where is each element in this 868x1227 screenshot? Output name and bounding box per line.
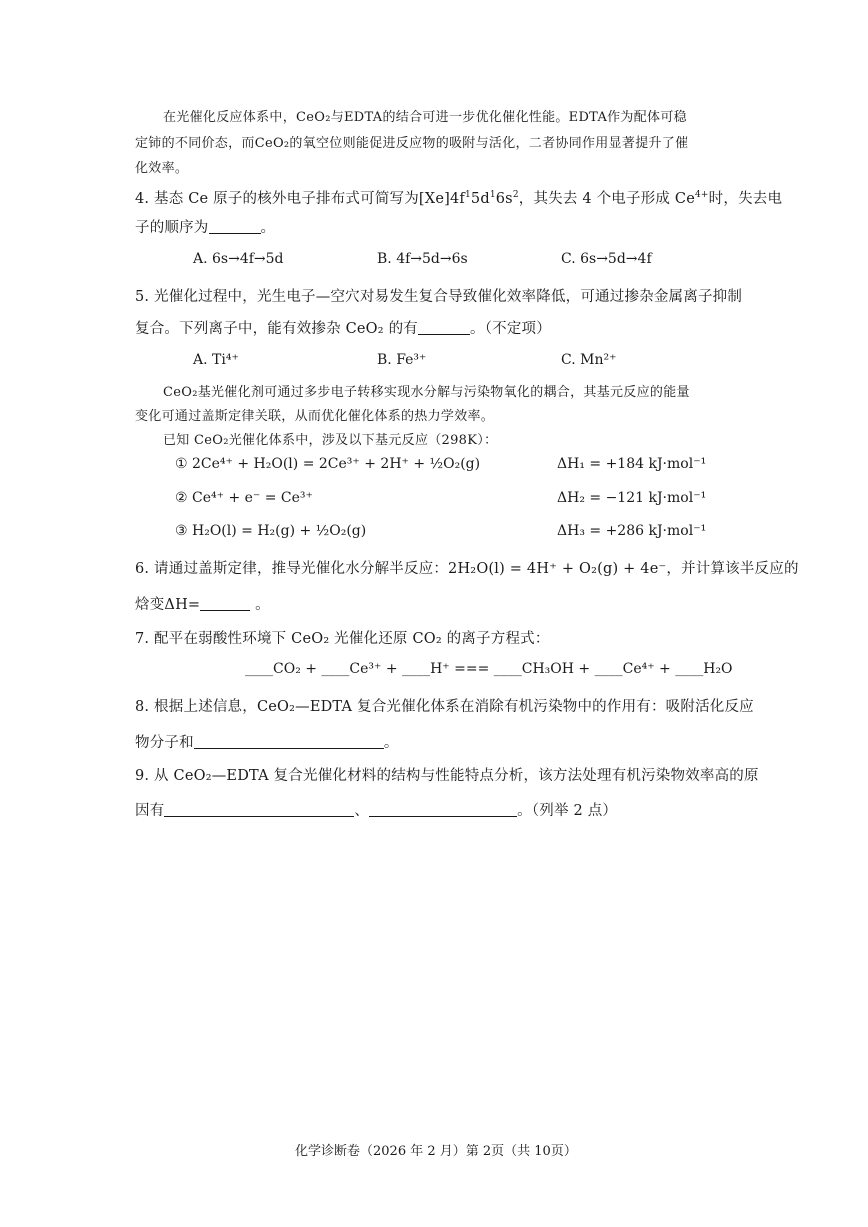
question-4-line-1: 4. 基态 Ce 原子的核外电子排布式可简写为$[Xe]4f^15d^16s^2$，其失去 4 个电子形成 $Ce^{4+}$时，失去电 [135,190,783,207]
question-5-line-2: 复合。下列离子中，能有效掺杂 CeO₂ 的有 。（不定项） [135,321,551,337]
question-8-line-1: 8. 根据上述信息，CeO₂—EDTA 复合光催化体系在消除有机污染物中的作用有：吸附活化反应 [135,699,754,715]
question-6-line-2: 焓变ΔH= 。 [135,597,270,613]
question-9-line-2: 因有 、 。（列举 2 点） [135,803,618,819]
question-5-line-1: 5. 光催化过程中，光生电子—空穴对易发生复合导致催化效率降低，可通过掺杂金属离子抑制 [135,289,743,305]
intro2-line-2: 变化可通过盖斯定律关联，从而优化催化体系的热力学效率。 [135,409,495,424]
intro2-line-1: CeO₂基光催化剂可通过多步电子转移实现水分解与污染物氧化的耦合，其基元反应的能量 [163,385,690,400]
question-9-line-1: 9. 从 CeO₂—EDTA 复合光催化材料的结构与性能特点分析，该方法处理有机污染物效率高的原 [135,768,759,784]
intro-paragraph-line-2: 定铈的不同价态，而CeO₂的氧空位则能促进反应物的吸附与活化，二者协同作用显著提升了催 [135,136,689,151]
answer-blank-q9-2[interactable] [369,803,517,817]
question-7-equation: ____CO₂ + ____Ce³⁺ + ____H⁺ === ____CH₃OH + ____Ce⁴⁺ + ____H₂O [245,661,733,677]
answer-blank-q5[interactable] [418,321,470,335]
intro2-line-3: 已知 CeO₂光催化体系中，涉及以下基元反应（298K）： [163,433,498,448]
question-8-line-2: 物分子和 。 [135,735,399,751]
q4-option-c: C. 6s→5d→4f [561,251,652,267]
question-4-line-2: 子的顺序为 。 [135,220,276,236]
q4-option-b: B. 4f→5d→6s [377,251,468,267]
reaction-2-equation: ② Ce⁴⁺ + e⁻ = Ce³⁺ [175,490,313,506]
reaction-3-equation: ③ H₂O(l) = H₂(g) + ½O₂(g) [175,523,367,539]
answer-blank-q8[interactable] [194,735,384,749]
answer-blank-q9-1[interactable] [164,803,354,817]
q5-option-a: A. Ti⁴⁺ [193,352,239,368]
question-7-line-1: 7. 配平在弱酸性环境下 CeO₂ 光催化还原 CO₂ 的离子方程式： [135,631,550,647]
reaction-3-enthalpy: ΔH₃ = +286 kJ·mol⁻¹ [557,523,707,539]
page-footer: 化学诊断卷（2026 年 2 月）第 2页（共 10页） [295,1144,577,1159]
intro-paragraph-line-1: 在光催化反应体系中，CeO₂与EDTA的结合可进一步优化催化性能。EDTA作为配体可稳 [163,110,687,125]
reaction-1-enthalpy: ΔH₁ = +184 kJ·mol⁻¹ [557,456,707,472]
reaction-1-equation: ① 2Ce⁴⁺ + H₂O(l) = 2Ce³⁺ + 2H⁺ + ½O₂(g) [175,456,481,472]
reaction-2-enthalpy: ΔH₂ = −121 kJ·mol⁻¹ [557,490,707,506]
q4-option-a: A. 6s→4f→5d [193,251,284,267]
q5-option-c: C. Mn²⁺ [561,352,617,368]
intro-paragraph-line-3: 化效率。 [135,161,189,176]
answer-blank-q4[interactable] [209,220,261,234]
question-6-line-1: 6. 请通过盖斯定律，推导光催化水分解半反应：2H₂O(l) = 4H⁺ + O₂(g) + 4e⁻，并计算该半反应的 [135,561,799,577]
q5-option-b: B. Fe³⁺ [377,352,427,368]
answer-blank-q6[interactable] [200,597,250,611]
